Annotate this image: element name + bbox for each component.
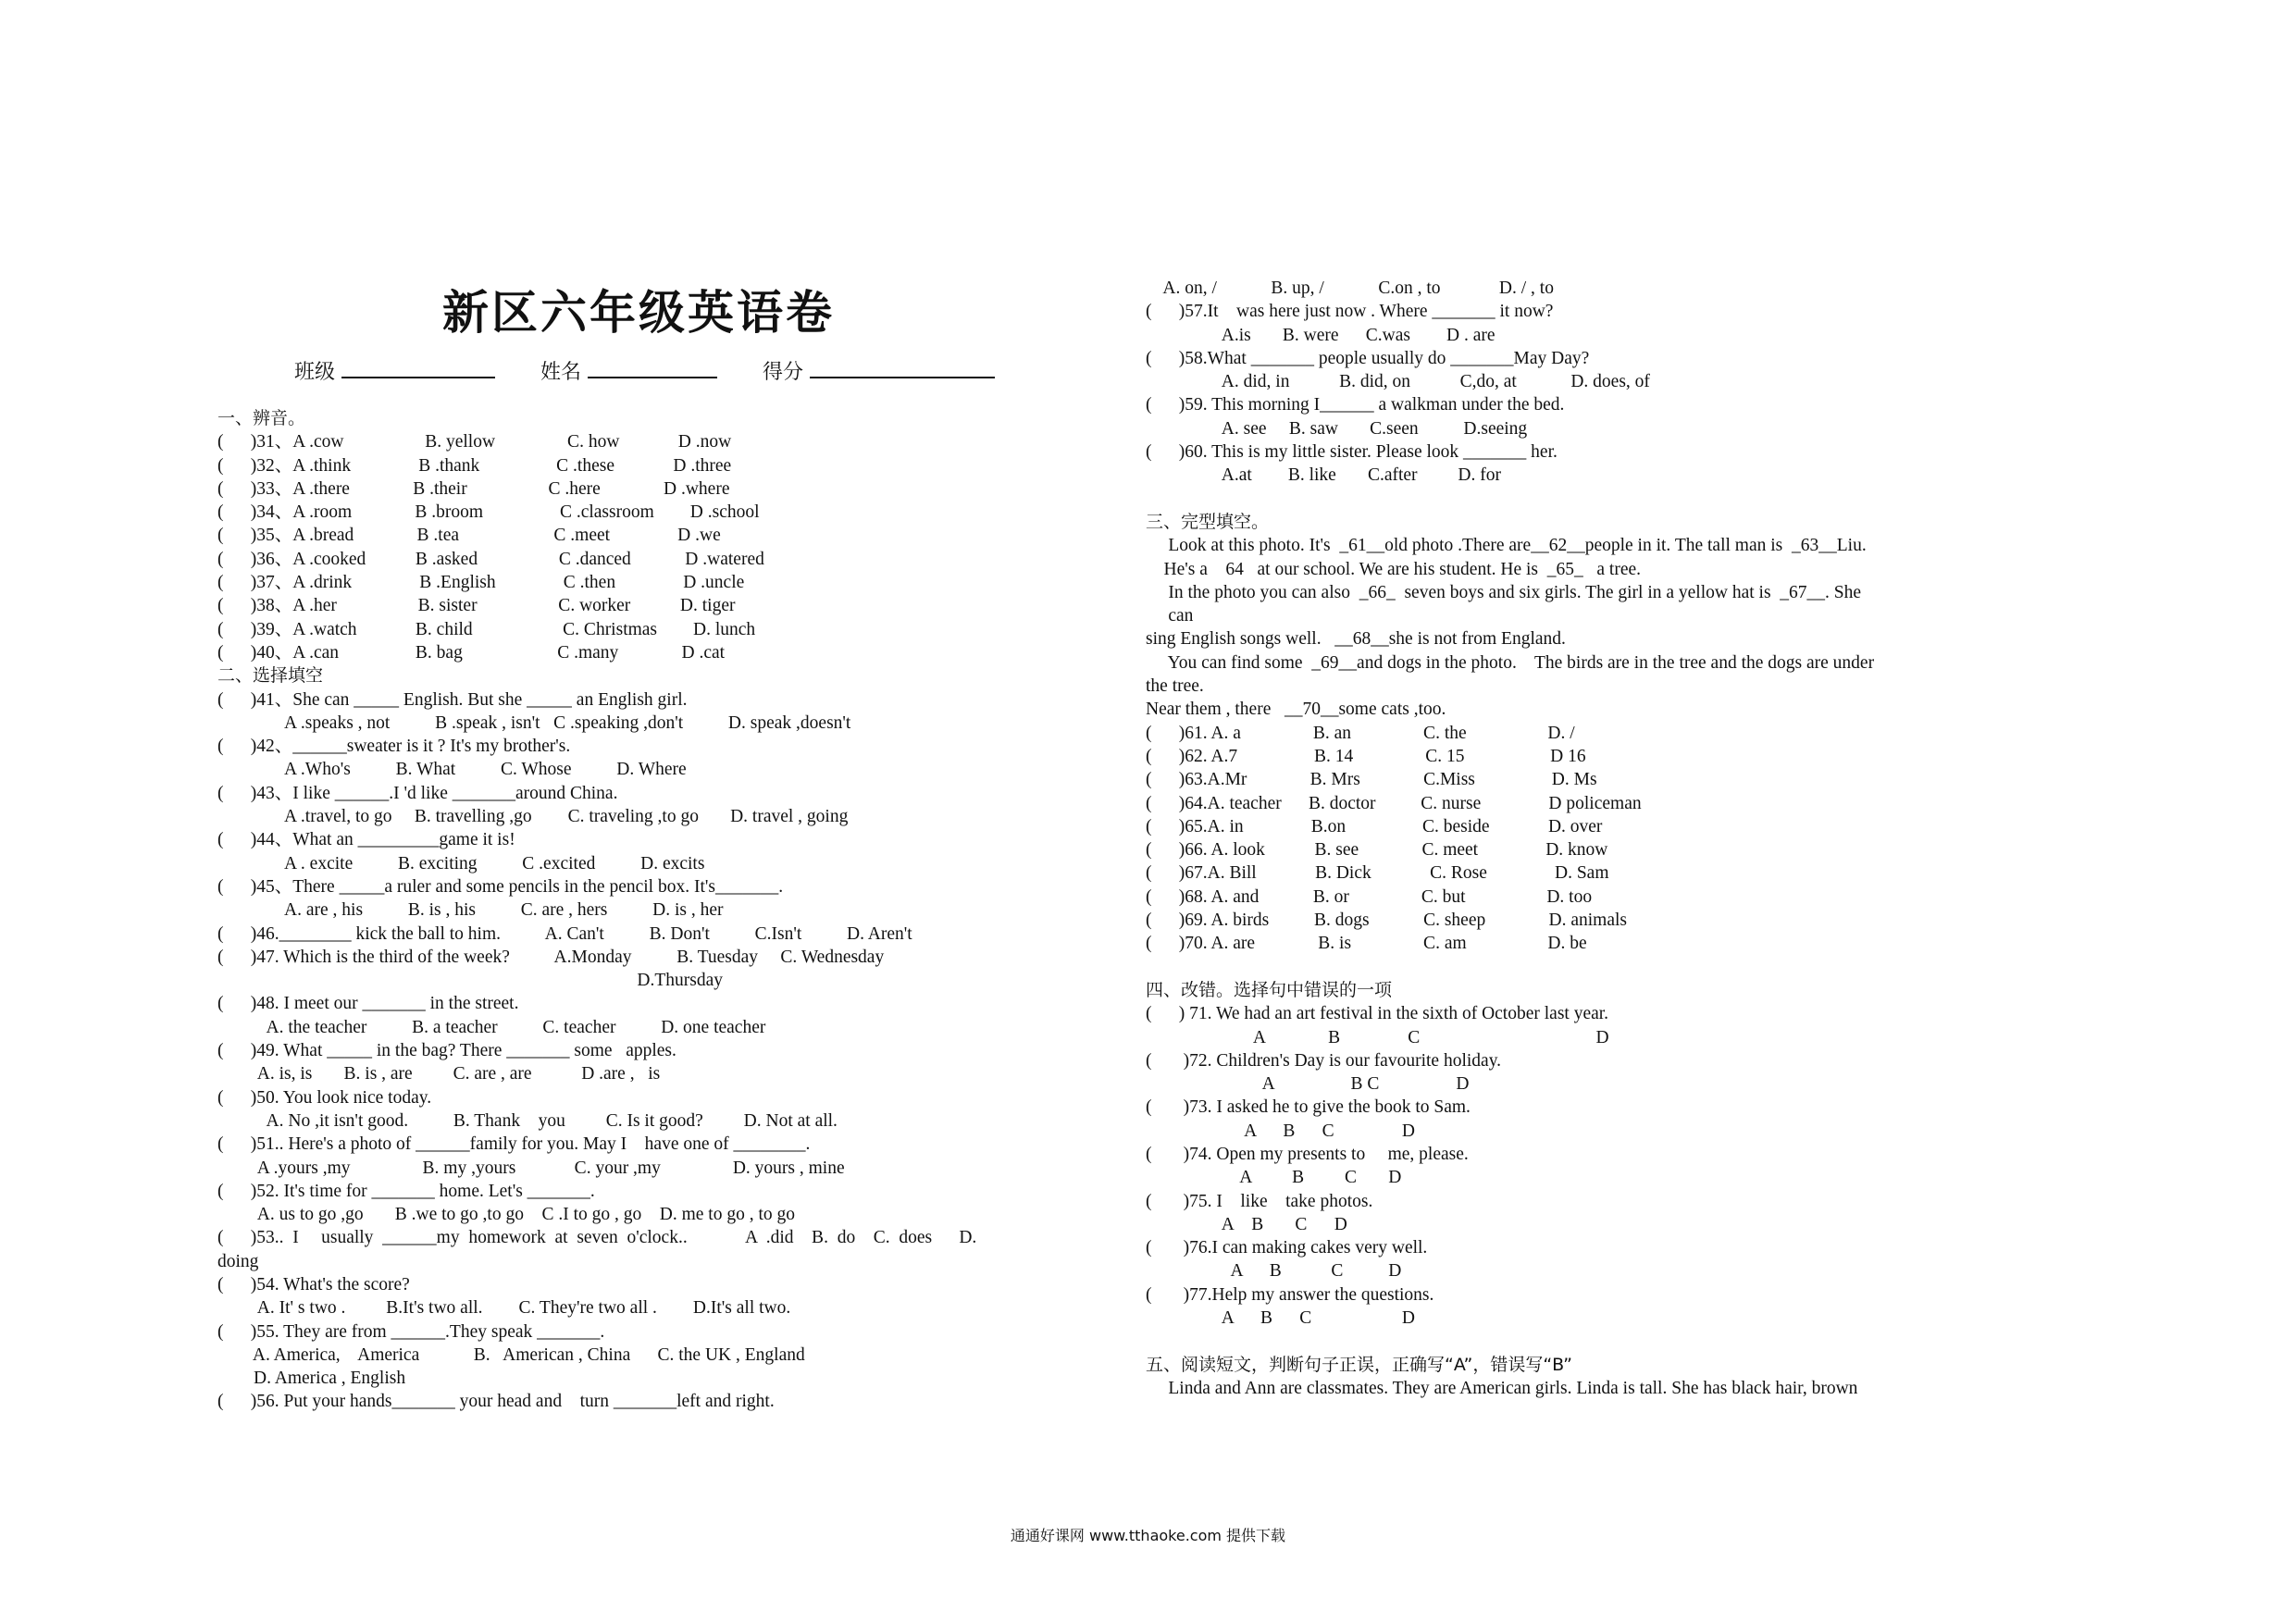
- left-column: [217, 407, 1069, 1414]
- class-field[interactable]: [294, 356, 495, 385]
- question-line: ( )63.A.Mr B. Mrs C.Miss D. Ms: [1146, 770, 1597, 790]
- question-line: ( )40、A .can B. bag C .many D .cat: [217, 642, 726, 663]
- question-line: D. America , English: [217, 1369, 406, 1389]
- question-line: A . excite B. exciting C .excited D. excits: [217, 853, 705, 873]
- question-line: ( )36、A .cooked B .asked C .danced D .watered: [217, 549, 764, 569]
- section-heading: 一、辨音。: [217, 408, 306, 428]
- question-line: Near them , there __70__some cats ,too.: [1146, 700, 1446, 720]
- question-line: ( )73. I asked he to give the book to Sam.: [1146, 1097, 1471, 1118]
- question-line: ( )77.Help my answer the questions.: [1146, 1284, 1434, 1305]
- question-line: A. It' s two . B.It's two all. C. They're two all . D.It's all two.: [217, 1298, 791, 1319]
- right-column: [1146, 277, 1997, 1400]
- question-line: A B C D: [1146, 1168, 1402, 1188]
- question-line: ( )76.I can making cakes very well.: [1146, 1238, 1428, 1258]
- question-line: ( )66. A. look B. see C. meet D. know: [1146, 840, 1608, 861]
- question-line: ( )59. This morning I______ a walkman under the bed.: [1146, 395, 1565, 415]
- class-blank[interactable]: [341, 356, 495, 378]
- question-line: ( )39、A .watch B. child C. Christmas D. lunch: [217, 619, 756, 639]
- question-line: ( )49. What _____ in the bag? There _______ some apples.: [217, 1041, 676, 1061]
- question-line: ( )48. I meet our _______ in the street.: [217, 994, 519, 1014]
- question-line: sing English songs well. __68__she is not from England.: [1146, 629, 1566, 650]
- question-line: A B C D: [1146, 1121, 1415, 1141]
- student-info-line: [294, 356, 1034, 390]
- section-heading: 五、阅读短文，判断句子正误，正确写“A”，错误写“B”: [1146, 1354, 1573, 1375]
- question-line: ( )35、A .bread B .tea C .meet D .we: [217, 526, 721, 546]
- section-heading: 二、选择填空: [217, 665, 324, 687]
- question-line: ( )58.What _______ people usually do _______May Day?: [1146, 348, 1590, 368]
- question-line: can: [1146, 606, 1194, 626]
- question-line: ( )74. Open my presents to me, please.: [1146, 1144, 1469, 1164]
- question-line: ( )70. A. are B. is C. am D. be: [1146, 934, 1587, 954]
- question-line: A.is B. were C.was D . are: [1146, 325, 1496, 345]
- question-line: ( )32、A .think B .thank C .these D .three: [217, 455, 732, 476]
- question-line: A.at B. like C.after D. for: [1146, 465, 1501, 486]
- question-line: A. did, in B. did, on C,do, at D. does, of: [1146, 372, 1650, 392]
- question-line: ( )46.________ kick the ball to him. A. Can't B. Don't C.Isn't D. Aren't: [217, 923, 912, 944]
- question-line: A. us to go ,go B .we to go ,to go C .I to go , go D. me to go , to go: [217, 1205, 795, 1225]
- question-line: ( )34、A .room B .broom C .classroom D .school: [217, 502, 760, 523]
- question-line: ( )57.It was here just now . Where _______ it now?: [1146, 302, 1554, 322]
- question-line: ( )75. I like take photos.: [1146, 1191, 1373, 1211]
- score-field[interactable]: [763, 356, 995, 385]
- question-line: D.Thursday: [217, 971, 723, 991]
- question-line: A B C D: [1146, 1308, 1415, 1329]
- question-line: ( )43、I like ______.I 'd like _______around China.: [217, 783, 618, 803]
- question-line: A .yours ,my B. my ,yours C. your ,my D. yours , mine: [217, 1158, 845, 1178]
- question-line: ( )56. Put your hands_______ your head and turn _______left and right.: [217, 1392, 775, 1412]
- question-line: ( )69. A. birds B. dogs C. sheep D. animals: [1146, 911, 1627, 931]
- spacer-line: [1146, 956, 1997, 979]
- question-line: A. the teacher B. a teacher C. teacher D. one teacher: [217, 1017, 766, 1037]
- question-line: ( )60. This is my little sister. Please look _______ her.: [1146, 442, 1558, 463]
- question-line: A. are , his B. is , his C. are , hers D. is , her: [217, 900, 724, 921]
- question-line: A B C D: [1146, 1074, 1470, 1095]
- question-line: ( )41、She can _____ English. But she _____ an English girl.: [217, 689, 688, 710]
- question-line: Linda and Ann are classmates. They are American girls. Linda is tall. She has black hair, brown: [1146, 1378, 1858, 1398]
- question-line: ( )65.A. in B.on C. beside D. over: [1146, 816, 1603, 836]
- question-line: the tree.: [1146, 676, 1204, 697]
- question-line: A. see B. saw C.seen D.seeing: [1146, 418, 1528, 439]
- question-line: ( )61. A. a B. an C. the D. /: [1146, 723, 1575, 743]
- question-line: A. No ,it isn't good. B. Thank you C. Is it good? D. Not at all.: [217, 1110, 838, 1131]
- question-line: In the photo you can also _66_ seven boys and six girls. The girl in a yellow hat is _67__. She: [1146, 582, 1862, 602]
- question-line: ( )52. It's time for _______ home. Let's _______.: [217, 1181, 595, 1201]
- question-line: ( )47. Which is the third of the week? A.Monday B. Tuesday C. Wednesday: [217, 947, 885, 967]
- question-line: ( )33、A .there B .their C .here D .where: [217, 478, 730, 499]
- question-line: A .speaks , not B .speak , isn't C .speaking ,don't D. speak ,doesn't: [217, 712, 851, 733]
- question-line: ( )53.. I usually ______my homework at seven o'clock.. A .did B. do C. does D.: [217, 1228, 977, 1248]
- class-label: 班级: [294, 361, 336, 384]
- name-blank[interactable]: [588, 356, 717, 378]
- question-line: A. on, / B. up, / C.on , to D. / , to: [1146, 279, 1554, 298]
- name-field[interactable]: [540, 356, 717, 385]
- question-line: ( )54. What's the score?: [217, 1274, 410, 1295]
- question-line: ( )55. They are from ______.They speak _______.: [217, 1321, 605, 1342]
- question-line: ( )51.. Here's a photo of ______family for you. May I have one of ________.: [217, 1134, 811, 1155]
- question-line: doing: [217, 1251, 259, 1271]
- question-line: He's a 64 at our school. We are his student. He is _65_ a tree.: [1146, 559, 1642, 579]
- question-line: ( )44、What an _________game it is!: [217, 830, 515, 850]
- question-line: A. America, America B. American , China C. the UK , England: [217, 1344, 805, 1365]
- footer-source: 通通好课网 www.tthaoke.com 提供下载: [1010, 1527, 1286, 1544]
- question-line: ( )45、There _____a ruler and some pencils in the pencil box. It's_______.: [217, 876, 784, 897]
- question-line: ( )68. A. and B. or C. but D. too: [1146, 886, 1593, 907]
- question-line: A .travel, to go B. travelling ,go C. traveling ,to go D. travel , going: [217, 807, 849, 827]
- page-title: 新区六年级英语卷: [442, 286, 835, 340]
- score-label: 得分: [763, 361, 804, 384]
- question-line: A. is, is B. is , are C. are , are D .are , is: [217, 1064, 661, 1084]
- question-line: ( )67.A. Bill B. Dick C. Rose D. Sam: [1146, 863, 1609, 884]
- question-line: ( )62. A.7 B. 14 C. 15 D 16: [1146, 746, 1586, 766]
- question-line: ( )38、A .her B. sister C. worker D. tiger: [217, 596, 736, 616]
- question-line: ( )37、A .drink B .English C .then D .uncle: [217, 573, 745, 593]
- question-line: ( ) 71. We had an art festival in the sixth of October last year.: [1146, 1004, 1609, 1024]
- score-blank[interactable]: [810, 356, 995, 378]
- spacer-line: [1146, 1330, 1997, 1353]
- question-line: ( )64.A. teacher B. doctor C. nurse D policeman: [1146, 793, 1642, 813]
- spacer-line: [1146, 488, 1997, 511]
- question-line: A B C D: [1146, 1214, 1347, 1234]
- question-line: Look at this photo. It's _61__old photo .There are__62__people in it. The tall man is _63__Liu.: [1146, 536, 1867, 556]
- question-line: ( )72. Children's Day is our favourite holiday.: [1146, 1050, 1502, 1071]
- section-heading: 四、改错。选择句中错误的一项: [1146, 979, 1393, 1000]
- section-heading: 三、完型填空。: [1146, 511, 1270, 532]
- question-line: ( )50. You look nice today.: [217, 1087, 432, 1108]
- question-line: A B C D: [1146, 1027, 1609, 1047]
- question-line: You can find some _69__and dogs in the photo. The birds are in the tree and the dogs are under: [1146, 652, 1875, 673]
- question-line: ( )31、A .cow B. yellow C. how D .now: [217, 432, 732, 452]
- name-label: 姓名: [540, 361, 582, 384]
- question-line: A B C D: [1146, 1261, 1402, 1282]
- question-line: A .Who's B. What C. Whose D. Where: [217, 760, 687, 780]
- question-line: ( )42、______sweater is it ? It's my brother's.: [217, 737, 571, 757]
